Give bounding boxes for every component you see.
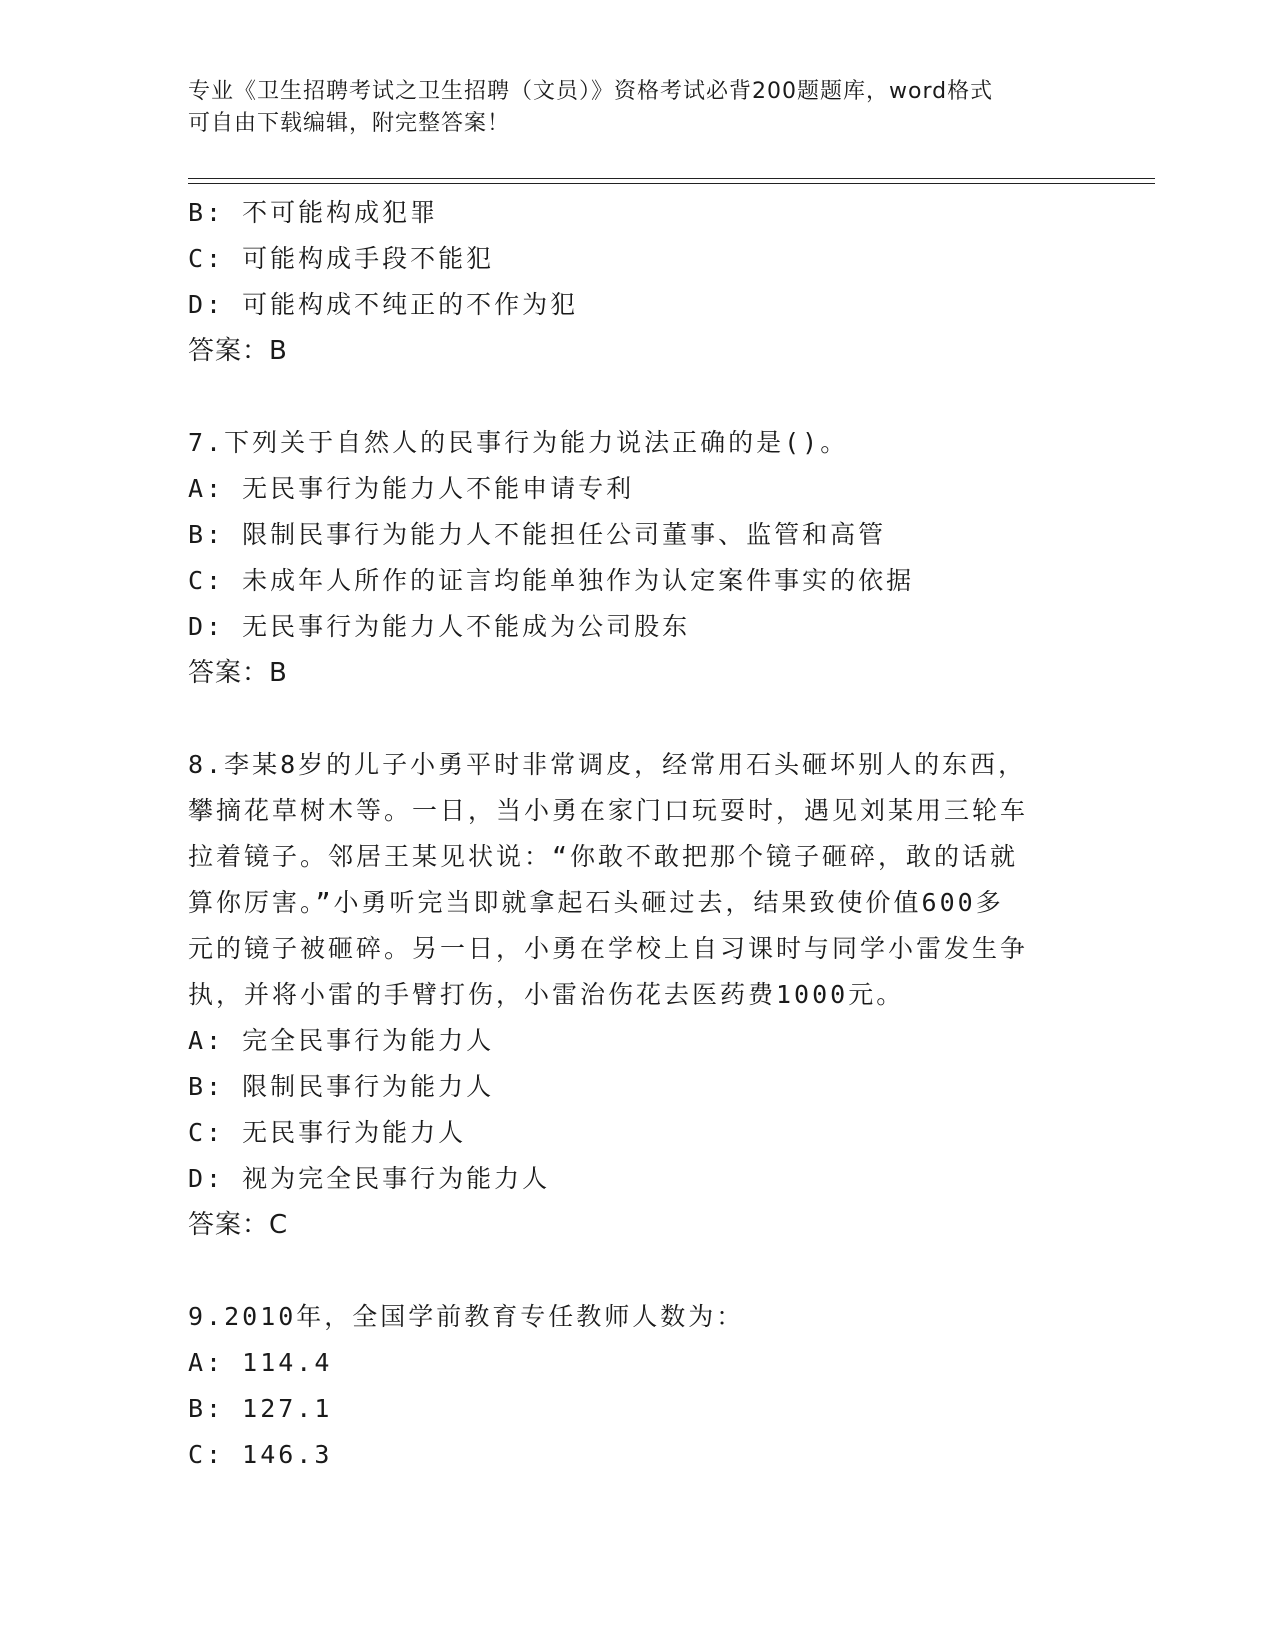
option-c: C: 未成年人所作的证言均能单独作为认定案件事实的依据	[188, 566, 915, 595]
option-c: C: 146.3	[188, 1440, 333, 1469]
question-content	[188, 190, 1068, 1478]
question-stem-line: 攀摘花草树木等。一日，当小勇在家门口玩耍时，遇见刘某用三轮车	[188, 796, 1029, 825]
option-c: C: 可能构成手段不能犯	[188, 244, 495, 273]
header-line-2: 可自由下载编辑，附完整答案！	[188, 111, 511, 136]
answer: 答案：C	[188, 1210, 289, 1240]
option-a: A: 114.4	[188, 1348, 333, 1377]
option-d: D: 视为完全民事行为能力人	[188, 1164, 551, 1193]
option-a: A: 完全民事行为能力人	[188, 1026, 495, 1055]
option-c: C: 无民事行为能力人	[188, 1118, 467, 1147]
spacer	[188, 374, 1068, 420]
option-a: A: 无民事行为能力人不能申请专利	[188, 474, 635, 503]
question-stem-line: 算你厉害。”小勇听完当即就拿起石头砸过去，结果致使价值600多	[188, 888, 1004, 917]
question-stem-line: 元的镜子被砸碎。另一日，小勇在学校上自习课时与同学小雷发生争	[188, 934, 1029, 963]
option-b: B: 127.1	[188, 1394, 333, 1423]
document-header	[188, 76, 1088, 140]
question-stem-line: 8.李某8岁的儿子小勇平时非常调皮，经常用石头砸坏别人的东西，	[188, 750, 1027, 779]
header-rule-bottom	[188, 183, 1155, 184]
header-rule-top	[188, 178, 1155, 179]
option-d: D: 无民事行为能力人不能成为公司股东	[188, 612, 691, 641]
question-stem: 7.下列关于自然人的民事行为能力说法正确的是()。	[188, 428, 849, 457]
option-b: B: 限制民事行为能力人	[188, 1072, 495, 1101]
question-stem: 9.2010年，全国学前教育专任教师人数为：	[188, 1302, 745, 1331]
option-b: B: 不可能构成犯罪	[188, 198, 439, 227]
answer: 答案：B	[188, 336, 288, 366]
question-8	[188, 742, 1068, 1248]
option-b: B: 限制民事行为能力人不能担任公司董事、监管和高管	[188, 520, 887, 549]
question-stem-line: 拉着镜子。邻居王某见状说：“你敢不敢把那个镜子砸碎，敢的话就	[188, 842, 1019, 871]
question-stem-line: 执，并将小雷的手臂打伤，小雷治伤花去医药费1000元。	[188, 980, 905, 1009]
question-9	[188, 1294, 1068, 1478]
answer: 答案：B	[188, 658, 288, 688]
option-d: D: 可能构成不纯正的不作为犯	[188, 290, 579, 319]
question-7	[188, 420, 1068, 696]
spacer	[188, 696, 1068, 742]
question-6	[188, 190, 1068, 374]
spacer	[188, 1248, 1068, 1294]
header-line-1: 专业《卫生招聘考试之卫生招聘（文员）》资格考试必背200题题库，word格式	[188, 79, 994, 104]
